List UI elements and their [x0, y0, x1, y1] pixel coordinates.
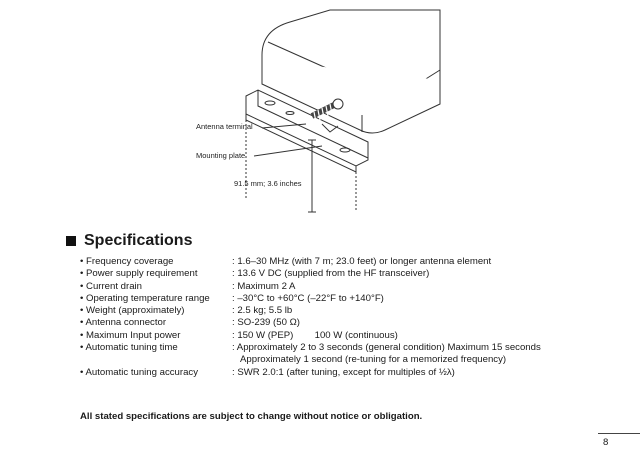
spec-value: : 2.5 kg; 5.5 lb: [232, 305, 293, 317]
spec-row: [80, 342, 541, 354]
spec-value: : Maximum 2 A: [232, 280, 296, 292]
spec-label: • Antenna connector: [80, 317, 167, 329]
spec-row: [80, 305, 541, 317]
square-bullet-icon: [66, 236, 76, 246]
spec-row-continuation: [80, 354, 541, 366]
spec-label: • Automatic tuning accuracy: [80, 366, 199, 378]
spec-row: [80, 317, 541, 329]
spec-list: [80, 256, 541, 379]
disclaimer-note: All stated specifications are subject to change without notice or obligation.: [80, 411, 423, 422]
spec-row: [80, 293, 541, 305]
spec-value: : –30°C to +60°C (–22°F to +140°F): [232, 292, 384, 304]
spec-row: [80, 330, 541, 342]
spec-label: • Power supply requirement: [80, 268, 198, 280]
spec-row: [80, 268, 541, 280]
spec-value: : SWR 2.0:1 (after tuning, except for multiples of ½λ): [232, 366, 455, 378]
page-number: 8: [603, 437, 609, 448]
mounting-plate-label: Mounting plate: [196, 151, 246, 160]
antenna-terminal-label: Antenna terminal: [196, 122, 253, 131]
spec-label: • Operating temperature range: [80, 292, 210, 304]
spec-value: : 1.6–30 MHz (with 7 m; 23.0 feet) or longer antenna element: [232, 256, 492, 267]
section-title: Specifications: [84, 232, 193, 249]
spec-value: : 150 W (PEP) 100 W (continuous): [232, 329, 398, 341]
spec-label: • Maximum Input power: [80, 329, 181, 341]
page-rule: [598, 433, 640, 434]
spec-row: [80, 367, 541, 379]
spec-value-continuation: Approximately 1 second (re-tuning for a memorized frequency): [240, 354, 507, 366]
spec-row: [80, 281, 541, 293]
dimension-label: 91.5 mm; 3.6 inches: [234, 179, 302, 188]
spec-row: [80, 256, 541, 268]
spec-value: : 13.6 V DC (supplied from the HF transceiver): [232, 268, 430, 280]
spec-label: • Automatic tuning time: [80, 342, 178, 354]
spec-label: • Current drain: [80, 280, 143, 292]
spec-value: : SO-239 (50 Ω): [232, 317, 300, 329]
spec-value: : Approximately 2 to 3 seconds (general condition) Maximum 15 seconds: [232, 342, 541, 354]
spec-label: • Frequency coverage: [80, 256, 174, 267]
section-heading: [66, 232, 192, 250]
spec-label: • Weight (approximately): [80, 305, 185, 317]
